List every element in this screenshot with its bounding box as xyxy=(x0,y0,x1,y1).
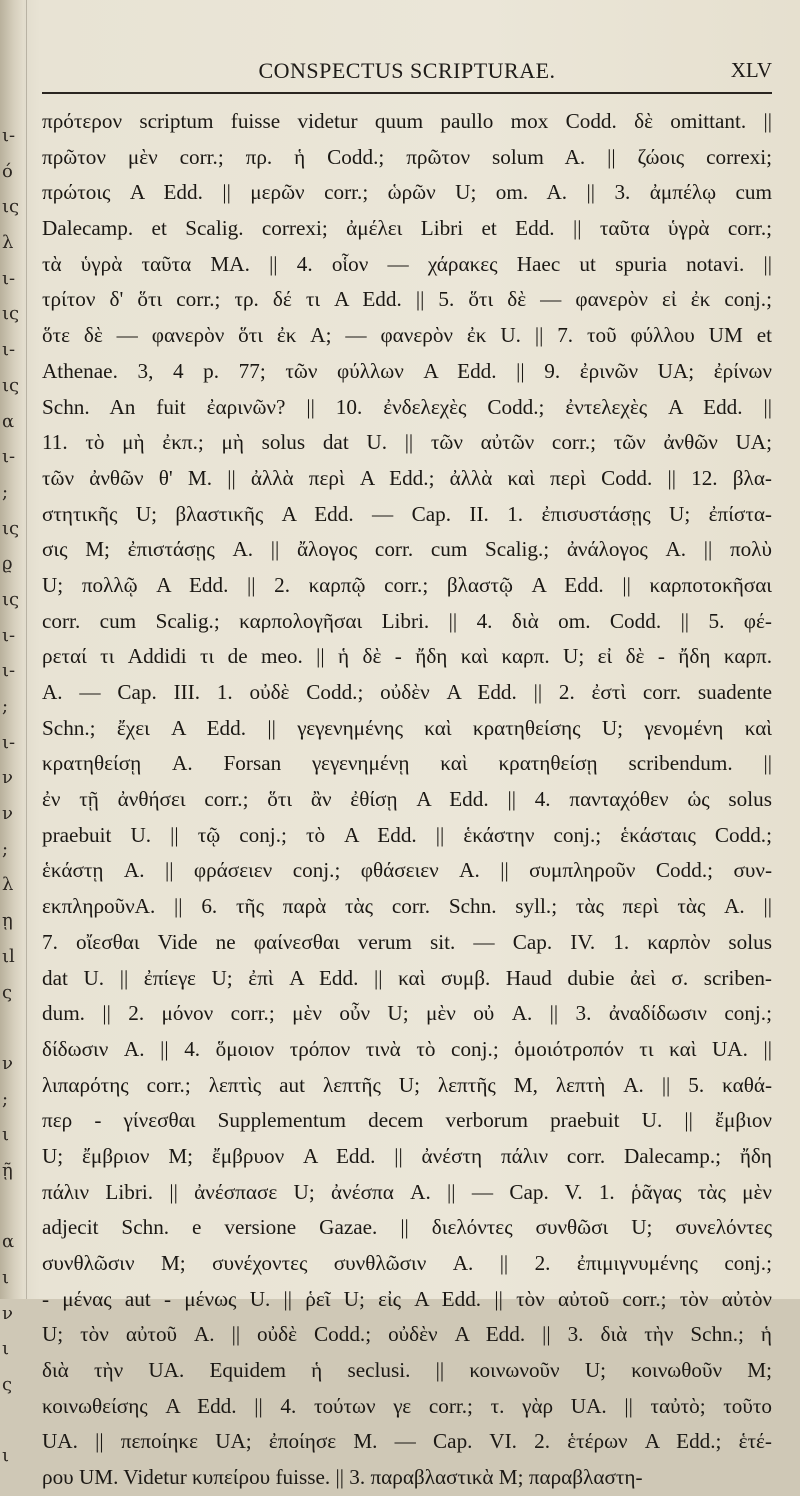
margin-fragment: ι- xyxy=(2,624,16,646)
text-line: δίδωσιν A. || 4. ὅμοιον τρόπον τινὰ τὸ conj.; ὁμοιότροπόν τι καὶ UA. || xyxy=(42,1036,772,1061)
margin-fragment: ϱ xyxy=(2,553,13,575)
margin-fragment: ῃ xyxy=(2,910,13,932)
margin-fragment: ῇ xyxy=(2,1159,13,1181)
margin-fragment: ις xyxy=(2,303,20,325)
text-line: dum. || 2. μόνον corr.; μὲν οὖν U; μὲν οὐ A. || 3. ἀναδίδωσιν conj.; xyxy=(42,1001,772,1026)
text-line: Dalecamp. et Scalig. correxi; ἀμέλει Libri et Edd. || ταῦτα ὑγρὰ corr.; xyxy=(42,216,772,241)
margin-fragment: ι xyxy=(2,1124,10,1146)
text-line: praebuit U. || τῷ conj.; τὸ A Edd. || ἑκάστην conj.; ἑκάσταις Codd.; xyxy=(42,822,772,847)
text-line: A. — Cap. III. 1. οὐδὲ Codd.; οὐδὲν A Edd. || 2. ἐστὶ corr. suadente xyxy=(42,680,772,704)
running-title: CONSPECTUS SCRIPTURAE. xyxy=(258,58,556,83)
margin-fragment: ι xyxy=(2,1445,10,1467)
margin-fragment: λ xyxy=(2,874,14,896)
margin-fragment: ιl xyxy=(2,945,15,967)
text-line: στητικῆς U; βλαστικῆς A Edd. — Cap. II. 1. ἐπισυστάσῃς U; ἐπίστα- xyxy=(42,501,772,526)
text-line: τὰ ὑγρὰ ταῦτα MA. || 4. οἷον — χάρακες Haec ut spuria notavi. || xyxy=(42,251,772,276)
margin-fragment: ις xyxy=(2,588,20,610)
text-line: κοινωθείσης A Edd. || 4. τούτων γε corr.; τ. γὰρ UA. || ταὐτὸ; τοῦτο xyxy=(42,1393,772,1418)
text-line: διὰ τὴν UA. Equidem ἡ seclusi. || κοινωνοῦν U; κοινωθοῦν M; xyxy=(42,1358,772,1383)
margin-fragment xyxy=(2,1403,18,1439)
page-header xyxy=(42,58,772,92)
text-line: adjecit Schn. e versione Gazae. || διελόντες συνθῶσι U; συνελόντες xyxy=(42,1215,772,1240)
header-rule xyxy=(42,92,772,94)
margin-fragment xyxy=(2,1010,18,1046)
margin-fragment: ; xyxy=(2,696,9,717)
text-line: ἑκάστῃ A. || φράσειεν conj.; φθάσειεν A. || συμπληροῦν Codd.; συν- xyxy=(42,858,772,883)
margin-fragment: α xyxy=(2,1231,15,1253)
margin-fragment: ι- xyxy=(2,446,16,468)
text-line: λιπαρότης corr.; λεπτὶς aut λεπτῆς U; λεπτῆς M, λεπτὴ A. || 5. καθά- xyxy=(42,1072,772,1097)
margin-fragment: ; xyxy=(2,1088,9,1110)
text-line: περ - γίνεσθαι Supplementum decem verborum praebuit U. || ἔμβιον xyxy=(42,1108,772,1133)
margin-fragment: ι- xyxy=(2,125,16,146)
facing-page-margin-fragments xyxy=(2,118,18,1474)
text-line: U; πολλῷ A Edd. || 2. καρπῷ corr.; βλαστῷ A Edd. || καρποτοκῆσαι xyxy=(42,572,772,597)
text-line: Schn. An fuit ἐαρινῶν? || 10. ἐνδελεχὲς Codd.; ἐντελεχὲς A Edd. || xyxy=(42,394,772,419)
text-line: τῶν ἀνθῶν θ' M. || ἀλλὰ περὶ A Edd.; ἀλλὰ καὶ περὶ Codd. || 12. βλα- xyxy=(42,465,772,490)
text-line: πάλιν Libri. || ἀνέσπασε U; ἀνέσπα A. || — Cap. V. 1. ῥᾶγας τὰς μὲν xyxy=(42,1179,772,1204)
text-line: πρώτοις A Edd. || μερῶν corr.; ὡρῶν U; om. A. || 3. ἀμπέλῳ cum xyxy=(42,180,772,205)
text-line: πρῶτον μὲν corr.; πρ. ἡ Codd.; πρῶτον solum A. || ζώοις correxi; xyxy=(42,144,772,169)
text-line: - μένας aut - μένως U. || ῥεῖ U; εἰς A Edd. || τὸν αὐτοῦ corr.; τὸν αὐτὸν xyxy=(42,1286,772,1311)
margin-fragment: ι- xyxy=(2,339,16,361)
margin-fragment: ό xyxy=(2,160,13,182)
text-line: U; ἔμβριον M; ἔμβρυον A Edd. || ἀνέστη πάλιν corr. Dalecamp.; ἤδη xyxy=(42,1143,772,1168)
margin-fragment: ι- xyxy=(2,267,16,289)
margin-fragment xyxy=(2,1189,18,1225)
margin-fragment: ν xyxy=(2,1302,13,1324)
text-line: εκπληροῦνA. || 6. τῆς παρὰ τὰς corr. Schn. syll.; τὰς περὶ τὰς A. || xyxy=(42,894,772,919)
text-line: UA. || πεποίηκε UA; ἐποίησε M. — Cap. VI. 2. ἑτέρων A Edd.; ἑτέ- xyxy=(42,1429,772,1454)
text-line: Schn.; ἔχει A Edd. || γεγενημένης καὶ κρατηθείσης U; γενομένη καὶ xyxy=(42,715,772,740)
margin-fragment: ι xyxy=(2,1267,10,1288)
text-line: ἐν τῇ ἀνθήσει corr.; ὅτι ἂν ἐθίσῃ A Edd. || 4. πανταχόθεν ὡς solus xyxy=(42,787,772,812)
margin-fragment: ις xyxy=(2,374,20,396)
text-line: corr. cum Scalig.; καρπολογῆσαι Libri. || 4. διὰ om. Codd. || 5. φέ- xyxy=(42,608,772,633)
text-line: ρεταί τι Addidi τι de meo. || ἡ δὲ - ἤδη καὶ καρπ. U; εἰ δὲ - ἤδη καρπ. xyxy=(42,644,772,669)
margin-fragment: ι- xyxy=(2,731,16,753)
text-line: τρίτον δ' ὅτι corr.; τρ. δέ τι A Edd. || 5. ὅτι δὲ — φανερὸν εἰ ἐκ conj.; xyxy=(42,287,772,312)
spine-shadow xyxy=(26,0,27,1299)
margin-fragment: α xyxy=(2,410,15,432)
text-line: dat U. || ἐπίεγε U; ἐπὶ A Edd. || καὶ συμβ. Haud dubie ἀεὶ σ. scriben- xyxy=(42,965,772,990)
margin-fragment: ; xyxy=(2,838,9,860)
margin-fragment: ν xyxy=(2,803,13,825)
margin-fragment: ι- xyxy=(2,660,16,682)
margin-fragment: λ xyxy=(2,232,14,254)
margin-fragment: ; xyxy=(2,481,9,503)
margin-fragment: ις xyxy=(2,517,20,539)
margin-fragment: ς xyxy=(2,1374,13,1396)
margin-fragment: ν xyxy=(2,767,13,789)
text-line: σις M; ἐπιστάσῃς A. || ἄλογος corr. cum Scalig.; ἀνάλογος A. || πολὺ xyxy=(42,537,772,562)
text-line: Athenae. 3, 4 p. 77; τῶν φύλλων A Edd. || 9. ἐρινῶν UA; ἐρίνων xyxy=(42,358,772,383)
text-line: κρατηθείσῃ A. Forsan γεγενημένῃ καὶ κρατηθείσῃ scribendum. || xyxy=(42,751,772,776)
text-line: πρότερον scriptum fuisse videtur quum paullo mox Codd. δὲ omittant. || xyxy=(42,109,772,133)
text-line: ὅτε δὲ — φανερὸν ὅτι ἐκ A; — φανερὸν ἐκ U. || 7. τοῦ φύλλου UM et xyxy=(42,323,772,348)
page-number: XLV xyxy=(730,58,772,82)
text-line: συνθλῶσιν M; συνέχοντες συνθλῶσιν A. || 2. ἐπιμιγνυμένης conj.; xyxy=(42,1251,772,1275)
margin-fragment: ις xyxy=(2,196,20,218)
margin-fragment: ν xyxy=(2,1052,13,1074)
text-line: U; τὸν αὐτοῦ A. || οὐδὲ Codd.; οὐδὲν A Edd. || 3. διὰ τὴν Schn.; ἡ xyxy=(42,1322,772,1347)
text-line: ρου UM. Videtur κυπείρου fuisse. || 3. παραβλαστικὰ M; παραβλαστη- xyxy=(42,1465,643,1490)
margin-fragment: ι xyxy=(2,1338,10,1360)
text-line: 11. τὸ μὴ ἐκπ.; μὴ solus dat U. || τῶν αὐτῶν corr.; τῶν ἀνθῶν UA; xyxy=(42,430,772,455)
margin-fragment: ς xyxy=(2,981,13,1003)
text-line: 7. οἴεσθαι Vide ne φαίνεσθαι verum sit. — Cap. IV. 1. καρπὸν solus xyxy=(42,929,772,954)
critical-apparatus-text xyxy=(42,104,772,1496)
